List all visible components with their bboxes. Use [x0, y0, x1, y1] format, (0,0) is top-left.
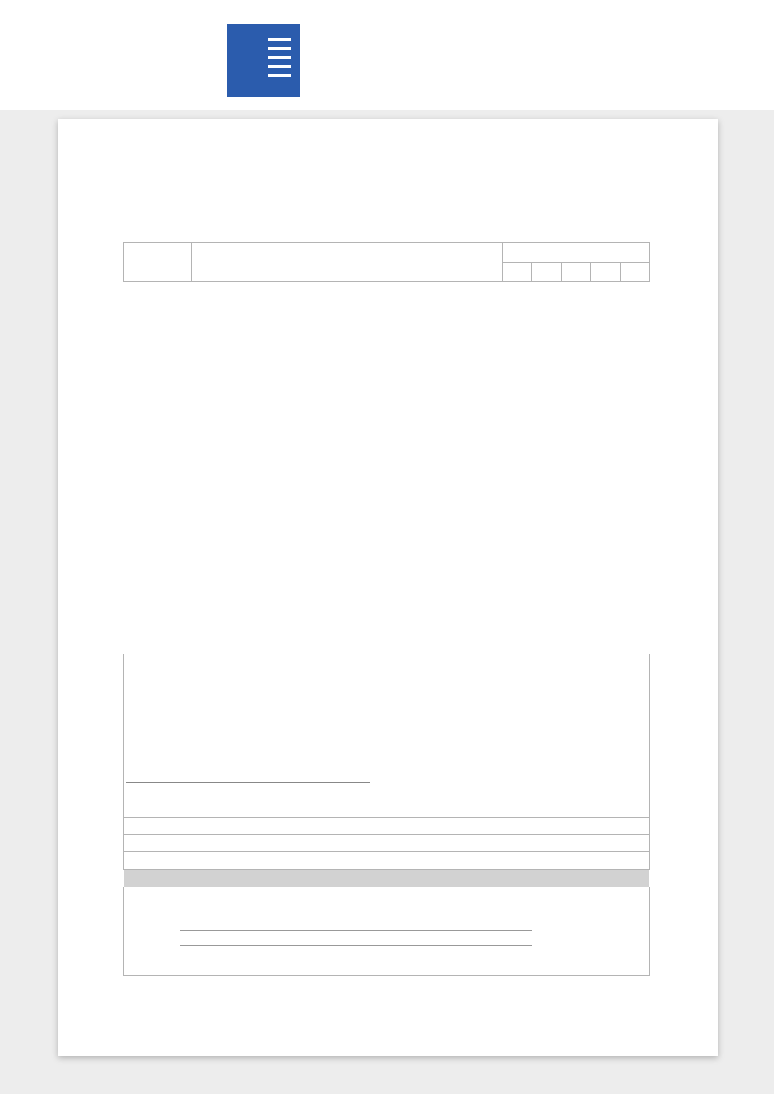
points-header	[192, 243, 503, 282]
grade-header	[502, 263, 531, 282]
comment-underline-1	[180, 930, 532, 931]
grade-header	[591, 263, 620, 282]
grade-header	[532, 263, 561, 282]
comment-underline-2	[180, 945, 532, 946]
opinion-underline	[126, 782, 370, 783]
blank-row-line	[123, 834, 650, 835]
hr-section	[123, 887, 650, 976]
evaluation-table	[123, 242, 650, 282]
blank-row-line	[123, 817, 650, 818]
grade-header	[620, 263, 649, 282]
document-page	[58, 119, 718, 1056]
word-icon	[227, 24, 300, 97]
header-banner	[0, 0, 774, 110]
scale-header	[502, 243, 649, 263]
factor-header	[124, 243, 192, 282]
grade-header	[561, 263, 590, 282]
note-bar	[124, 870, 649, 887]
blank-row-line	[123, 851, 650, 852]
